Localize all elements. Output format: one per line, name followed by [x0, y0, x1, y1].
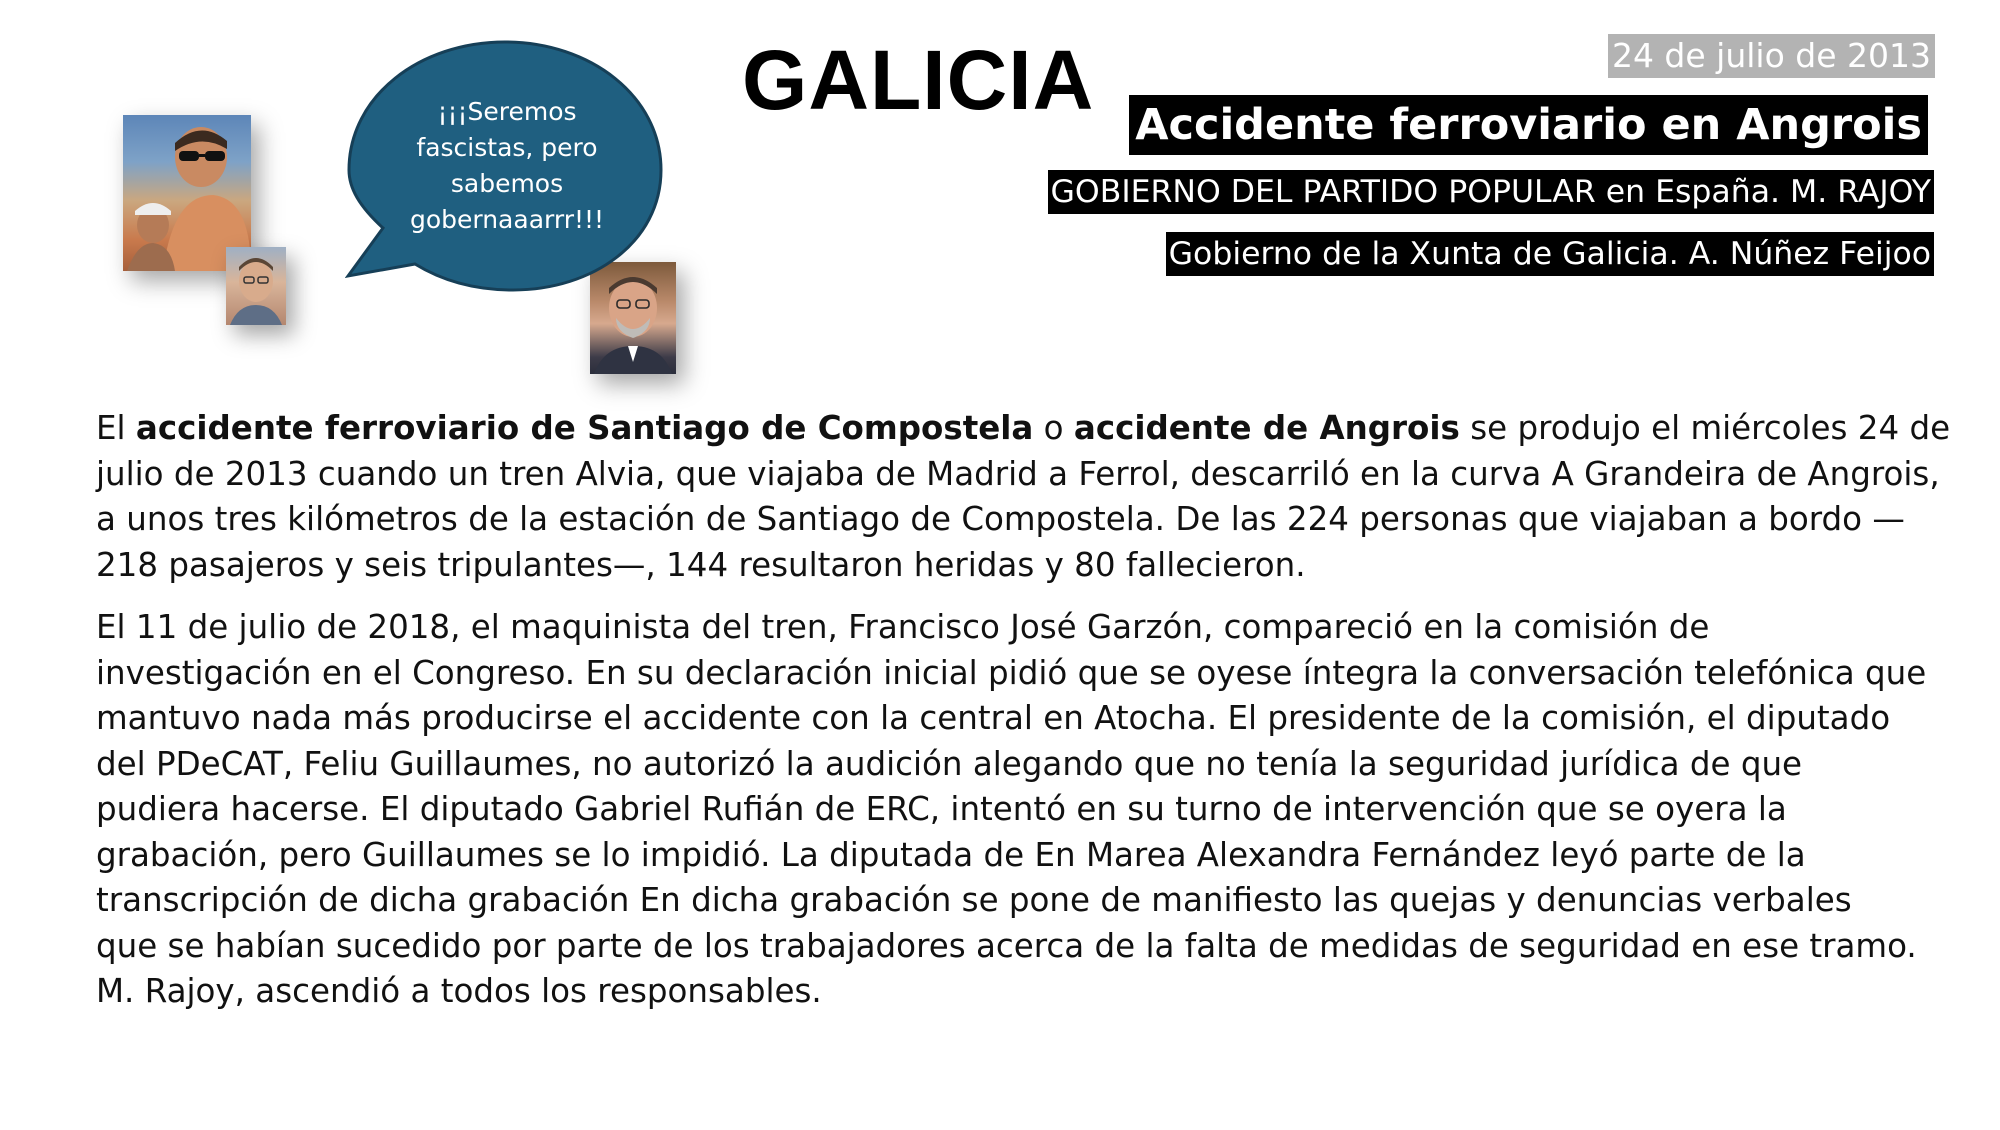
bold-text-run: accidente de Angrois [1073, 409, 1460, 447]
paragraph-line: pudiera hacerse. El diputado Gabriel Rufián de ERC, intentó en su turno de intervención que se oyera la [96, 790, 1787, 828]
speech-bubble-line: ¡¡¡Seremos [437, 97, 577, 126]
paragraph-line: mantuvo nada más producirse el accidente con la central en Atocha. El presidente de la comisión, el diputado [96, 699, 1891, 737]
paragraph-line: del PDeCAT, Feliu Guillaumes, no autorizó la audición alegando que no tenía la seguridad jurídica de que [96, 744, 1803, 783]
paragraph-accident-summary [96, 406, 1951, 588]
speech-bubble-text [382, 94, 632, 238]
paragraph-line: transcripción de dicha grabación En dicha grabación se pone de manifiesto las quejas y denuncias verbales [96, 881, 1852, 919]
paragraph-line: grabación, pero Guillaumes se lo impidió. La diputada de En Marea Alexandra Fernández leyó parte de la [96, 835, 1806, 874]
date-label: 24 de julio de 2013 [1608, 34, 1935, 78]
speech-bubble-line: fascistas, pero [416, 133, 598, 162]
paragraph-line: 218 pasajeros y seis tripulantes—, 144 resultaron heridas y 80 fallecieron. [96, 545, 1306, 584]
paragraph-line: M. Rajoy, ascendió a todos los responsables. [96, 972, 822, 1010]
paragraph-investigation [96, 605, 1946, 1015]
text-run: o [1033, 409, 1074, 447]
bold-text-run: accidente ferroviario de Santiago de Compostela [135, 409, 1034, 447]
government-spain-line: GOBIERNO DEL PARTIDO POPULAR en España. M. RAJOY [1048, 170, 1935, 214]
event-title: Accidente ferroviario en Angrois [1129, 95, 1928, 155]
paragraph-line: investigación en el Congreso. En su declaración inicial pidió que se oyese íntegra la conversación telefónica que [96, 653, 1927, 692]
paragraph-line: a unos tres kilómetros de la estación de Santiago de Compostela. De las 224 personas que viajaban a bordo — [96, 500, 1905, 538]
speech-bubble-line: gobernaaarrr!!! [409, 205, 605, 234]
text-run: El [96, 409, 136, 447]
small-portrait-photo [226, 247, 286, 325]
government-galicia-line: Gobierno de la Xunta de Galicia. A. Núñez Feijoo [1166, 232, 1934, 276]
paragraph-line: julio de 2013 cuando un tren Alvia, que viajaba de Madrid a Ferrol, descarriló en la curva A Grandeira de Angrois, [96, 454, 1940, 493]
paragraph-line: El 11 de julio de 2018, el maquinista del tren, Francisco José Garzón, compareció en la comisión de [96, 608, 1710, 646]
paragraph-line [96, 406, 1951, 452]
speech-bubble-line: sabemos [450, 169, 564, 198]
paragraph-line: que se habían sucedido por parte de los trabajadores acerca de la falta de medidas de seguridad en ese tramo. [96, 926, 1917, 965]
slide-title: GALICIA [742, 33, 1095, 127]
text-run: se produjo el miércoles 24 de [1459, 409, 1951, 447]
